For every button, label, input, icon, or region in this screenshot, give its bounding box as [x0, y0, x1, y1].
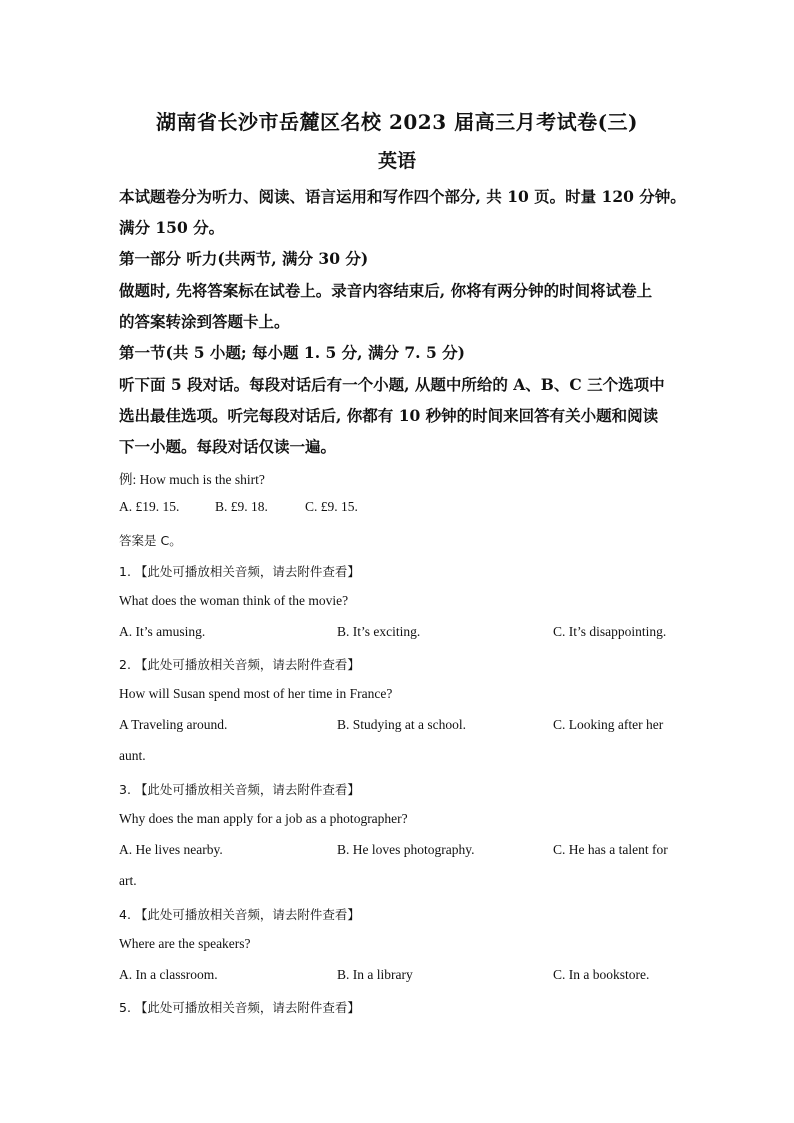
question-4-audio-note: 4. 【此处可播放相关音频，请去附件查看】: [119, 907, 360, 922]
part1-heading: 第一部分 听力(共两节, 满分 30 分): [119, 249, 369, 268]
question-3-audio-note: 3. 【此处可播放相关音频，请去附件查看】: [119, 782, 360, 797]
question-1-option-a: A. It’s amusing.: [119, 624, 206, 639]
question-2-option-a: A Traveling around.: [119, 717, 228, 732]
question-3-option-c-wrap: art.: [119, 873, 137, 888]
intro-line-1: 本试题卷分为听力、阅读、语言运用和写作四个部分, 共 10 页。时量 120 分钟。: [119, 187, 686, 206]
question-1-text: What does the woman think of the movie?: [119, 593, 349, 608]
section1-heading: 第一节(共 5 小题; 每小题 1. 5 分, 满分 7. 5 分): [119, 343, 465, 362]
section1-instruction-line-3: 下一小题。每段对话仅读一遍。: [119, 437, 337, 456]
question-3-option-b: B. He loves photography.: [337, 842, 475, 857]
question-1-audio-note: 1. 【此处可播放相关音频，请去附件查看】: [119, 564, 360, 579]
question-5-audio-note: 5. 【此处可播放相关音频，请去附件查看】: [119, 1000, 360, 1015]
exam-title: 湖南省长沙市岳麓区名校 2023 届高三月考试卷(三): [155, 110, 638, 134]
question-4-text: Where are the speakers?: [119, 936, 251, 951]
question-2-audio-note: 2. 【此处可播放相关音频，请去附件查看】: [119, 657, 360, 672]
intro-line-2: 满分 150 分。: [119, 218, 225, 237]
question-3-option-c: C. He has a talent for: [553, 842, 668, 857]
question-4-option-a: A. In a classroom.: [119, 967, 218, 982]
question-2-option-c: C. Looking after her: [553, 717, 664, 732]
example-option-a: A. £19. 15.: [119, 499, 180, 514]
section1-instruction-line-1: 听下面 5 段对话。每段对话后有一个小题, 从题中所给的 A、B、C 三个选项中: [119, 375, 665, 394]
part1-instruction-line-1: 做题时, 先将答案标在试卷上。录音内容结束后, 你将有两分钟的时间将试卷上: [119, 281, 653, 300]
question-2-option-b: B. Studying at a school.: [337, 717, 466, 732]
part1-instruction-line-2: 的答案转涂到答题卡上。: [119, 312, 290, 331]
question-4-option-b: B. In a library: [337, 967, 413, 982]
example-option-b: B. £9. 18.: [215, 499, 268, 514]
question-4-option-c: C. In a bookstore.: [553, 967, 650, 982]
question-2-option-c-wrap: aunt.: [119, 748, 146, 763]
example-question: 例: How much is the shirt?: [119, 472, 265, 487]
example-answer: 答案是 C。: [119, 533, 182, 548]
question-2-text: How will Susan spend most of her time in France?: [119, 686, 393, 701]
question-3-text: Why does the man apply for a job as a photographer?: [119, 811, 408, 826]
question-1-option-c: C. It’s disappointing.: [553, 624, 667, 639]
example-option-c: C. £9. 15.: [305, 499, 358, 514]
question-3-option-a: A. He lives nearby.: [119, 842, 223, 857]
question-1-option-b: B. It’s exciting.: [337, 624, 421, 639]
section1-instruction-line-2: 选出最佳选项。听完每段对话后, 你都有 10 秒钟的时间来回答有关小题和阅读: [119, 406, 659, 425]
subject-title: 英语: [377, 150, 416, 172]
